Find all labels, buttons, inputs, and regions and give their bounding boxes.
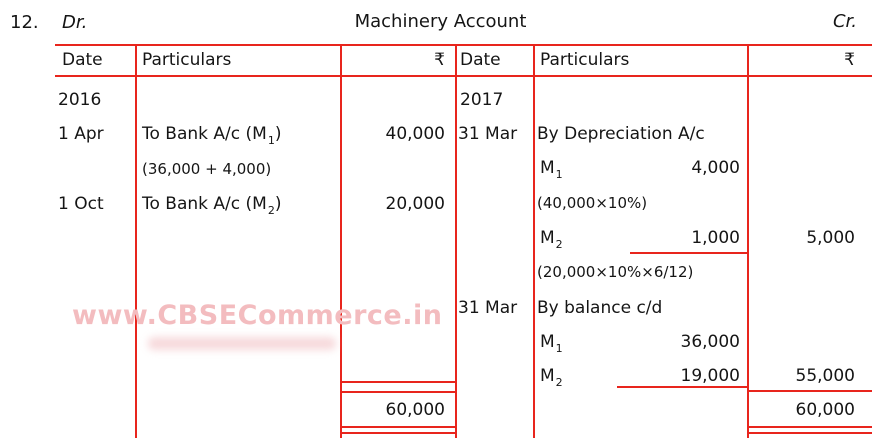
debit-row1-date: 1 Apr: [58, 124, 104, 144]
credit-bal-date: 31 Mar: [458, 298, 518, 318]
rule-debit-total-double-1: [340, 426, 455, 428]
rule-under-m2-19000: [617, 386, 747, 388]
credit-m1-note: (40,000×10%): [537, 194, 648, 212]
rule-credit-total-double-1: [747, 426, 872, 428]
divider-debit-amount: [340, 44, 342, 438]
credit-bal-m1-letter: M: [540, 332, 555, 352]
credit-m2-subscript: 2: [555, 238, 563, 251]
debit-row2-amount: 20,000: [385, 194, 445, 214]
credit-bal-m2-label: [540, 366, 563, 388]
debit-row1-text-end: ): [274, 124, 282, 144]
credit-bal-particulars: By balance c/d: [537, 298, 663, 318]
debit-row1-note: (36,000 + 4,000): [142, 160, 272, 178]
credit-m1-letter: M: [540, 158, 555, 178]
rule-credit-total-top: [747, 390, 872, 392]
debit-row2-particulars: [142, 194, 281, 216]
rule-under-m2-1000: [630, 252, 747, 254]
header-particulars-right: Particulars: [540, 50, 630, 70]
credit-m1-label: [540, 158, 563, 180]
credit-dep-total: 5,000: [806, 228, 855, 248]
credit-total: 60,000: [795, 400, 855, 420]
debit-row1-amount: 40,000: [385, 124, 445, 144]
rule-debit-total-double-2: [340, 432, 455, 434]
rule-header-bottom: [55, 75, 872, 77]
header-particulars-left: Particulars: [142, 50, 232, 70]
item-number: 12.: [10, 12, 39, 33]
watermark-smudge: [148, 337, 336, 350]
credit-m2-note: (20,000×10%×6/12): [537, 263, 694, 281]
credit-dep-particulars: By Depreciation A/c: [537, 124, 705, 144]
credit-bal-m1-label: [540, 332, 563, 354]
rule-debit-total-top: [340, 391, 455, 393]
debit-row1-text: To Bank A/c (M: [142, 124, 267, 144]
divider-center: [455, 44, 457, 438]
credit-m2-letter: M: [540, 228, 555, 248]
debit-year: 2016: [58, 90, 102, 110]
credit-m2-label: [540, 228, 563, 250]
header-date-right: Date: [460, 50, 501, 70]
account-title: Machinery Account: [354, 11, 527, 32]
divider-debit-date: [135, 44, 137, 438]
credit-dep-date: 31 Mar: [458, 124, 518, 144]
credit-bal-m1-subscript: 1: [555, 342, 563, 355]
header-rupee-left: ₹: [434, 50, 445, 70]
debit-row2-date: 1 Oct: [58, 194, 104, 214]
debit-row2-subscript: 2: [267, 204, 275, 217]
dr-label: Dr.: [62, 12, 88, 33]
debit-total: 60,000: [385, 400, 445, 420]
credit-bal-m2-subscript: 2: [555, 376, 563, 389]
divider-credit-date: [533, 44, 535, 438]
credit-m2-amount: 1,000: [691, 228, 740, 248]
debit-row1-particulars: [142, 124, 281, 146]
header-date-left: Date: [62, 50, 103, 70]
rule-debit-total-upper: [340, 381, 455, 383]
credit-bal-m1-amount: 36,000: [680, 332, 740, 352]
credit-m1-amount: 4,000: [691, 158, 740, 178]
debit-row1-subscript: 1: [267, 134, 275, 147]
watermark-text: www.CBSECommerce.in: [72, 300, 443, 331]
debit-row2-text: To Bank A/c (M: [142, 194, 267, 214]
rule-table-top: [55, 44, 872, 46]
credit-m1-subscript: 1: [555, 168, 563, 181]
credit-bal-m2-letter: M: [540, 366, 555, 386]
rule-credit-total-double-2: [747, 432, 872, 434]
cr-label: Cr.: [832, 11, 857, 32]
credit-year: 2017: [460, 90, 504, 110]
credit-bal-total: 55,000: [795, 366, 855, 386]
header-rupee-right: ₹: [844, 50, 855, 70]
credit-bal-m2-amount: 19,000: [680, 366, 740, 386]
debit-row2-text-end: ): [274, 194, 282, 214]
